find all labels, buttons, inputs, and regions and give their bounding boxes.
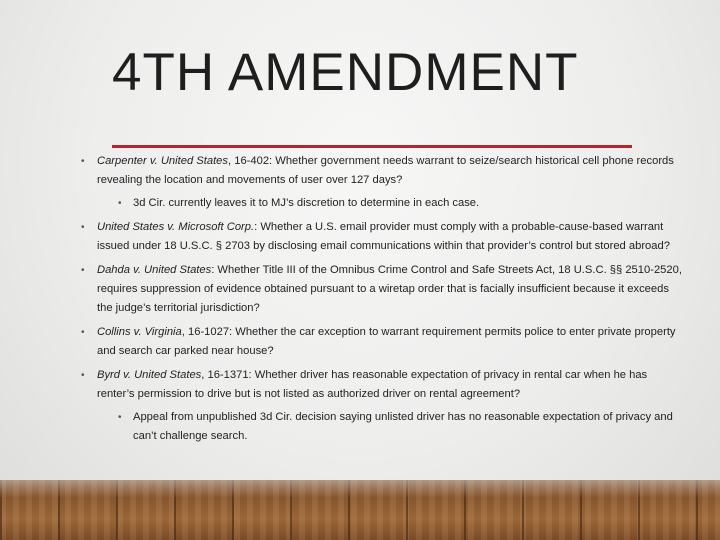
- bullet-item-dahda: [78, 261, 682, 318]
- sub-bullet-list: [97, 194, 682, 213]
- case-name: Byrd v. United States: [97, 369, 202, 381]
- slide-title: 4TH AMENDMENT: [112, 43, 579, 102]
- case-name: Dahda v. United States: [97, 264, 212, 276]
- sub-bullet-item: • Appeal from unpublished 3d Cir. decision saying unlisted driver has no reasonable expectation of privacy and can’t challenge search.: [115, 408, 682, 446]
- case-description: : Whether Title III of the Omnibus Crime Control and Safe Streets Act, 18 U.S.C. §§ 2510-2520, requires suppression of evidence obtained pursuant to a wiretap order that is facially insufficient because it exceeds the judge’s territorial jurisdiction?: [97, 264, 682, 314]
- case-description: : Whether a U.S. email provider must comply with a probable-cause-based warrant issued under 18 U.S.C. § 2703 by disclosing email communications within that provider’s control but stored abroad?: [97, 221, 670, 252]
- case-name: United States v. Microsoft Corp.: [97, 221, 255, 233]
- bullet-item-byrd: [78, 366, 682, 446]
- case-name: Collins v. Virginia: [97, 326, 182, 338]
- title-underline: [112, 145, 632, 148]
- bullet-list: [78, 152, 682, 451]
- wood-floor-background: [0, 480, 720, 540]
- sub-bullet-list: [97, 408, 682, 446]
- case-description: , 16-1371: Whether driver has reasonable expectation of privacy in rental car when he has renter’s permission to drive but is not listed as authorized driver on rental agreement?: [97, 369, 648, 400]
- bullet-item-collins: [78, 323, 682, 361]
- case-description: , 16-402: Whether government needs warrant to seize/search historical cell phone records revealing the location and movements of user over 127 days?: [97, 155, 674, 186]
- bullet-item-carpenter: [78, 152, 682, 213]
- case-name: Carpenter v. United States: [97, 155, 228, 167]
- case-description: , 16-1027: Whether the car exception to warrant requirement permits police to enter private property and search car parked near house?: [97, 326, 676, 357]
- bullet-item-microsoft: [78, 218, 682, 256]
- sub-bullet-item: • 3d Cir. currently leaves it to MJ’s discretion to determine in each case.: [115, 194, 682, 213]
